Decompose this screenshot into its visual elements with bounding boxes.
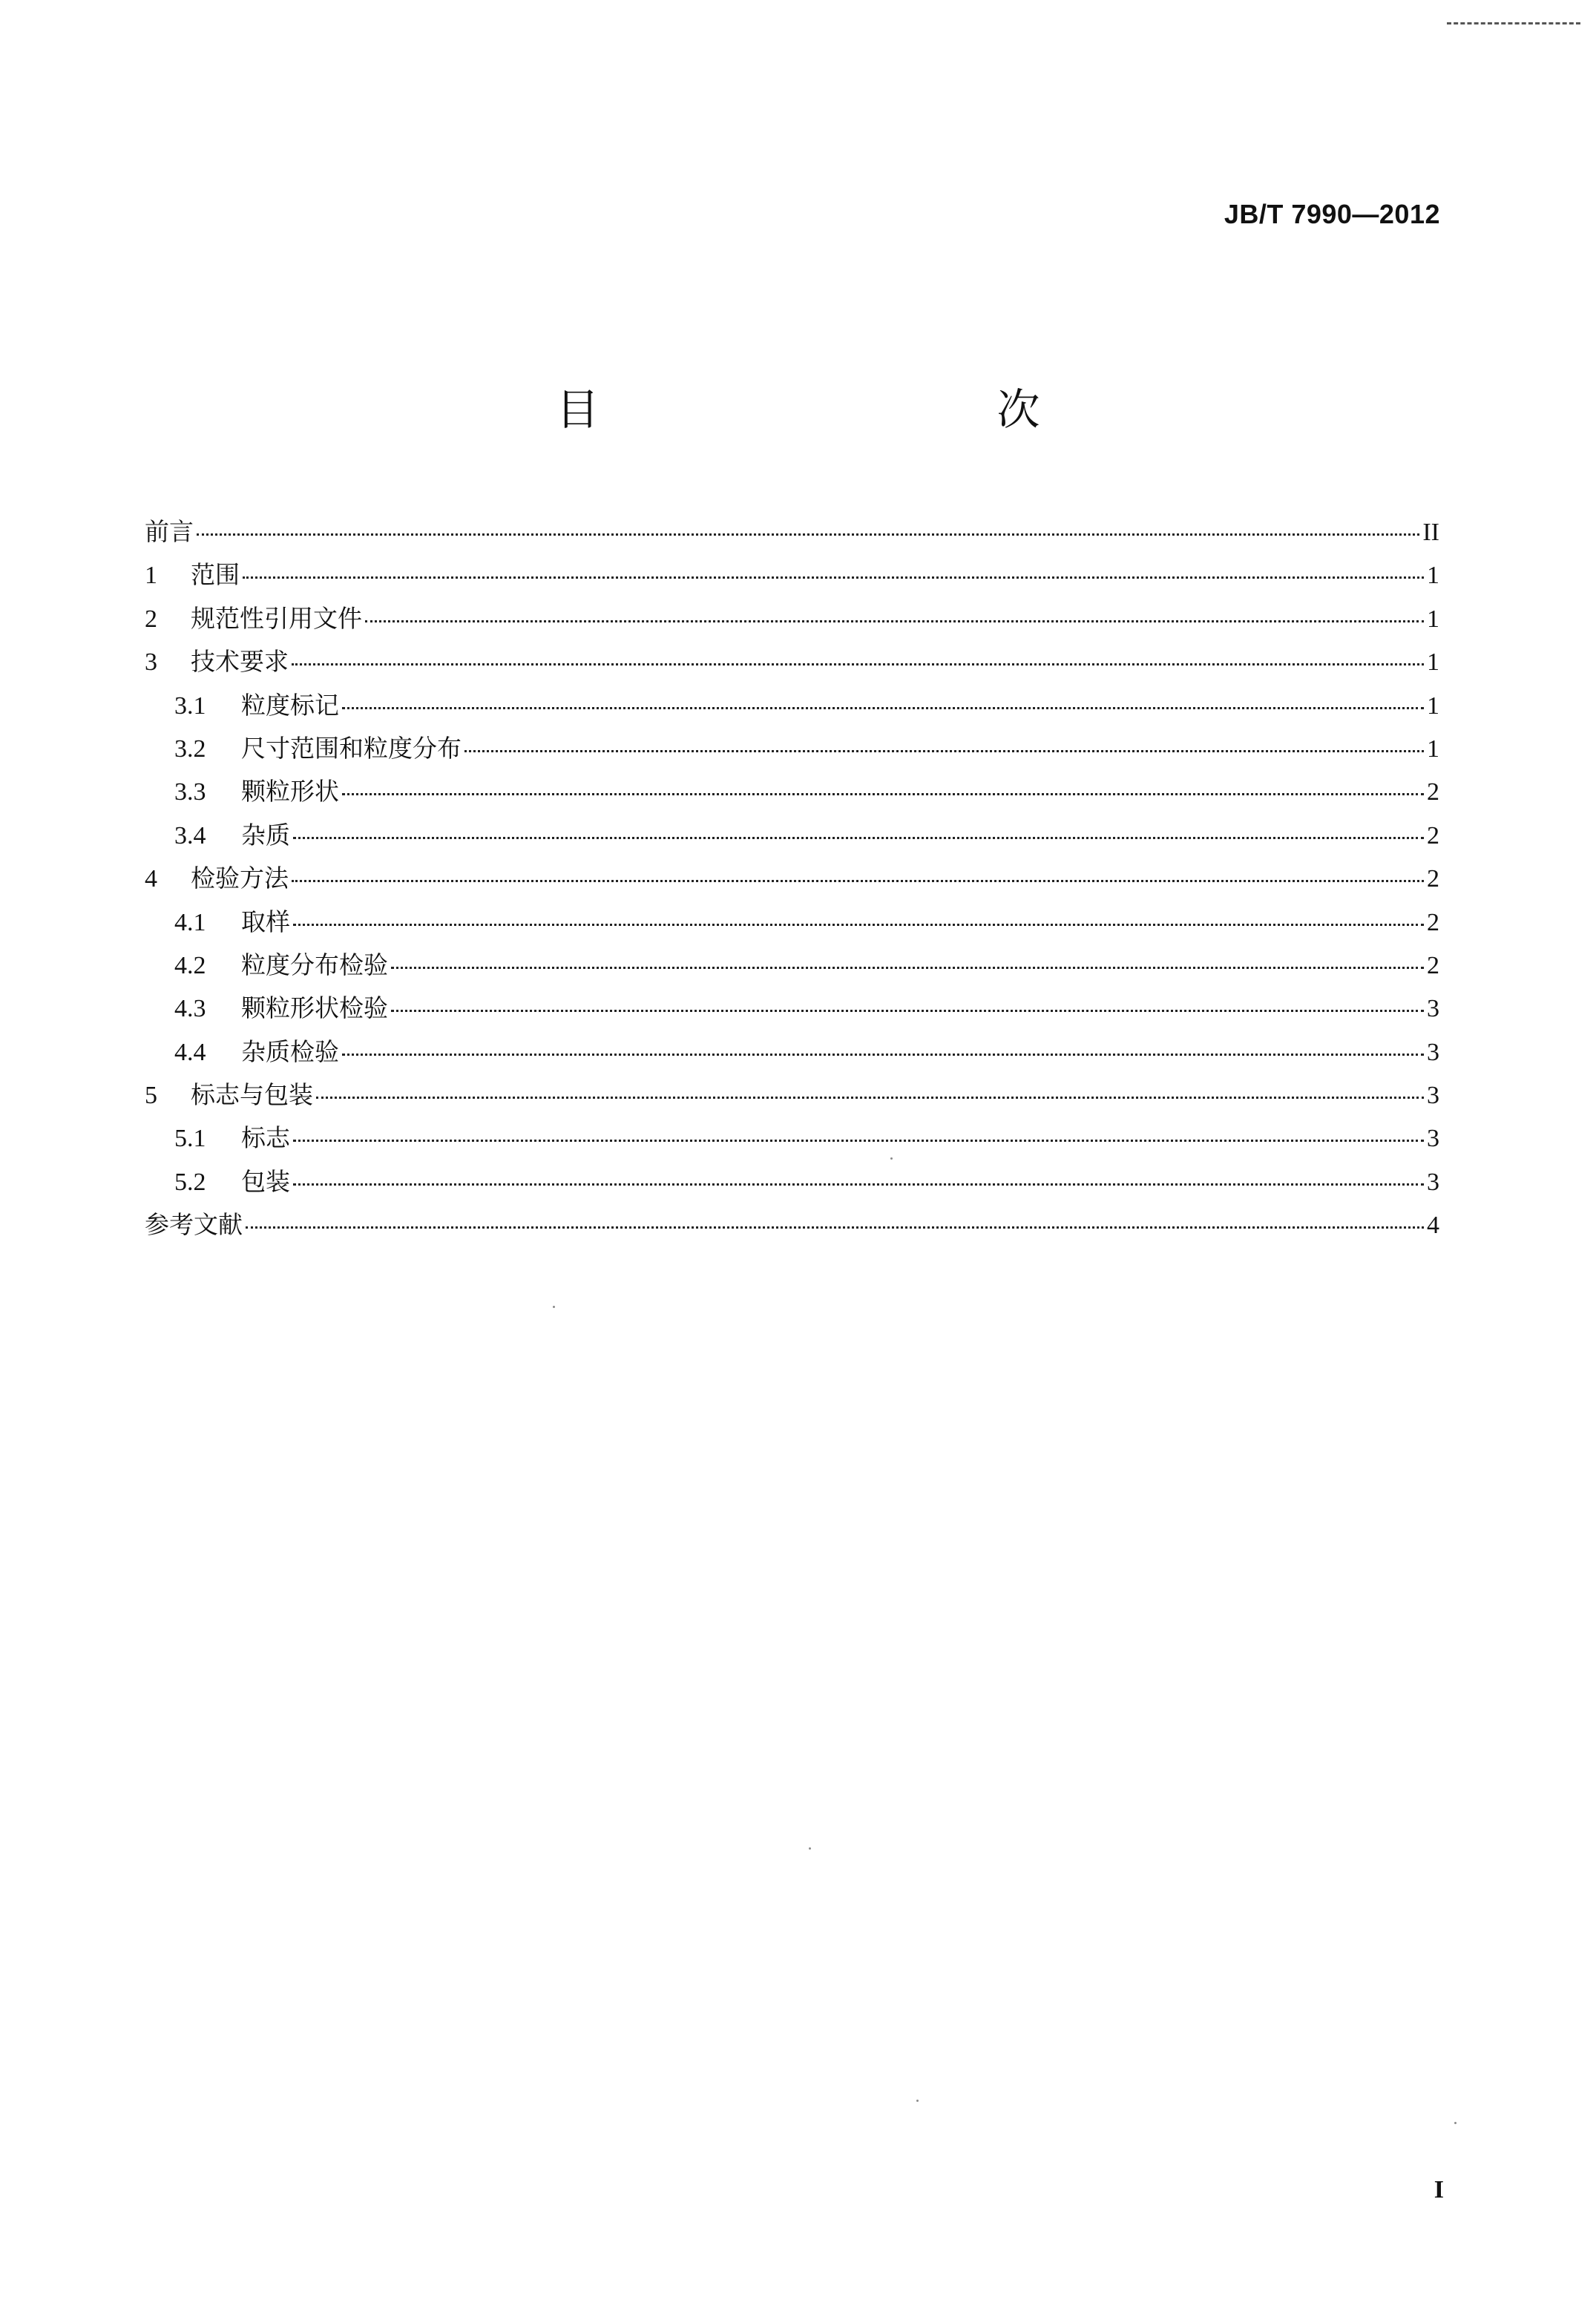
toc-entry-title: 颗粒形状 (241, 777, 339, 806)
toc-entry[interactable] (145, 901, 1439, 944)
toc-entry[interactable] (145, 1031, 1439, 1074)
toc-entry-title: 标志 (241, 1123, 290, 1153)
toc-dot-leader (464, 750, 1424, 752)
table-of-contents (145, 510, 1439, 1247)
toc-entry-page: 1 (1427, 562, 1439, 590)
scan-speck (916, 2100, 919, 2102)
toc-entry-number: 3.2 (174, 734, 206, 763)
toc-entry[interactable] (145, 1160, 1439, 1203)
toc-entry-page: 1 (1427, 605, 1439, 633)
toc-dot-leader (197, 533, 1419, 536)
toc-entry-number: 5 (145, 1082, 157, 1110)
toc-entry-number: 4 (145, 865, 157, 893)
scan-speck (890, 1157, 893, 1160)
page-title: 目 次 (556, 384, 1144, 435)
standard-code: JB/T 7990—2012 (1224, 199, 1440, 229)
toc-entry-number: 2 (145, 605, 157, 633)
toc-entry-title: 杂质检验 (241, 1036, 339, 1066)
toc-dot-leader (293, 837, 1424, 839)
toc-entry-title: 粒度标记 (241, 690, 339, 720)
toc-entry-title: 包装 (241, 1166, 290, 1196)
toc-entry-title: 前言 (145, 517, 194, 546)
toc-dot-leader (316, 1097, 1424, 1099)
toc-dot-leader (391, 967, 1424, 969)
toc-entry-title: 参考文献 (145, 1210, 243, 1240)
toc-entry[interactable] (145, 1203, 1439, 1246)
toc-entry[interactable] (145, 1117, 1439, 1160)
toc-dot-leader (292, 663, 1424, 665)
toc-entry-page: 1 (1427, 648, 1439, 677)
toc-entry[interactable] (145, 1074, 1439, 1117)
toc-dot-leader (293, 924, 1424, 926)
toc-entry-number: 4.1 (174, 908, 206, 936)
toc-entry[interactable] (145, 684, 1439, 727)
toc-entry-number: 3.1 (174, 691, 206, 720)
toc-entry-page: II (1422, 519, 1439, 546)
toc-entry-page: 3 (1427, 1125, 1439, 1153)
toc-entry-page: 3 (1427, 995, 1439, 1023)
toc-dot-leader (391, 1010, 1424, 1012)
toc-dot-leader (365, 620, 1424, 622)
toc-entry[interactable] (145, 597, 1439, 640)
toc-entry-number: 5.2 (174, 1168, 206, 1196)
toc-entry[interactable] (145, 857, 1439, 900)
toc-entry[interactable] (145, 727, 1439, 770)
toc-entry-title: 检验方法 (191, 864, 289, 893)
toc-entry-number: 4.4 (174, 1038, 206, 1066)
toc-dot-leader (293, 1183, 1424, 1186)
toc-entry-number: 4.3 (174, 995, 206, 1023)
header-scan-rule (1447, 22, 1580, 29)
toc-entry-page: 3 (1427, 1038, 1439, 1066)
toc-entry[interactable] (145, 553, 1439, 596)
toc-entry-title: 尺寸范围和粒度分布 (241, 733, 462, 763)
toc-entry-title: 取样 (241, 907, 290, 936)
scan-speck (553, 1306, 555, 1308)
toc-entry[interactable] (145, 944, 1439, 987)
toc-entry[interactable] (145, 640, 1439, 683)
toc-entry-number: 1 (145, 562, 157, 590)
toc-entry-title: 标志与包装 (191, 1080, 313, 1110)
toc-entry-page: 3 (1427, 1168, 1439, 1196)
toc-entry-title: 颗粒形状检验 (241, 993, 388, 1023)
toc-entry[interactable] (145, 510, 1439, 553)
toc-dot-leader (292, 880, 1424, 882)
toc-dot-leader (342, 1054, 1424, 1056)
toc-entry-page: 2 (1427, 908, 1439, 936)
toc-entry-number: 3 (145, 648, 157, 677)
scan-speck (1454, 2122, 1457, 2124)
toc-entry-number: 3.3 (174, 778, 206, 806)
toc-entry-title: 规范性引用文件 (191, 603, 362, 633)
toc-entry-number: 5.1 (174, 1125, 206, 1153)
toc-entry-number: 3.4 (174, 821, 206, 849)
toc-dot-leader (293, 1140, 1424, 1142)
toc-entry-title: 范围 (191, 560, 240, 590)
toc-dot-leader (342, 793, 1424, 795)
toc-dot-leader (246, 1226, 1424, 1229)
toc-dot-leader (243, 576, 1424, 579)
toc-dot-leader (342, 707, 1424, 709)
toc-entry-number: 4.2 (174, 951, 206, 979)
toc-entry-title: 粒度分布检验 (241, 950, 388, 979)
toc-entry-page: 2 (1427, 951, 1439, 979)
toc-entry-title: 杂质 (241, 820, 290, 849)
toc-entry-page: 1 (1427, 734, 1439, 763)
toc-entry-title: 技术要求 (191, 647, 289, 677)
toc-entry[interactable] (145, 987, 1439, 1030)
toc-entry[interactable] (145, 770, 1439, 813)
toc-entry-page: 3 (1427, 1082, 1439, 1110)
toc-entry-page: 4 (1427, 1212, 1439, 1240)
toc-entry-page: 2 (1427, 865, 1439, 893)
page-number: I (1434, 2176, 1444, 2203)
scan-speck (809, 1847, 811, 1850)
toc-entry-page: 2 (1427, 821, 1439, 849)
toc-entry-page: 2 (1427, 778, 1439, 806)
toc-entry[interactable] (145, 814, 1439, 857)
toc-entry-page: 1 (1427, 691, 1439, 720)
